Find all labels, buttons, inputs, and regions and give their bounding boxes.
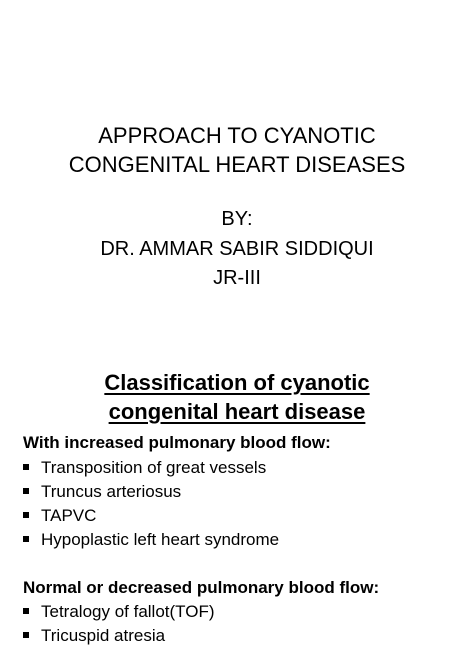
list-item-text: Transposition of great vessels [41,458,267,477]
list-item [23,504,279,528]
list-item-text: Tetralogy of fallot(TOF) [41,602,215,621]
title-line-2: CONGENITAL HEART DISEASES [68,152,406,177]
heading-line-2: congenital heart disease [108,399,366,424]
presentation-title [0,121,474,179]
list-item-text: TAPVC [41,506,97,525]
list-item [23,456,279,480]
list-item-text: Truncus arteriosus [41,482,182,501]
slide-heading [0,368,474,426]
bullet-icon [23,536,29,542]
author-byline [0,205,474,294]
bullet-icon [23,632,29,638]
decreased-flow-list [23,600,215,648]
author-name: DR. AMMAR SABIR SIDDIQUI [100,237,374,260]
list-item-text: Tricuspid atresia [41,626,166,645]
list-item [23,528,279,552]
byline-label: BY: [221,208,253,230]
author-designation: JR-III [213,267,261,289]
list-item [23,624,215,648]
increased-flow-list [23,456,279,552]
list-item [23,480,279,504]
classification-slide [0,350,474,645]
bullet-icon [23,488,29,494]
list-item-text: Hypoplastic left heart syndrome [41,530,280,549]
group-title-decreased-flow: Normal or decreased pulmonary blood flow: [23,578,380,597]
list-item [23,600,215,624]
bullet-icon [23,464,29,470]
bullet-icon [23,608,29,614]
group-title-increased-flow: With increased pulmonary blood flow: [23,433,331,452]
heading-line-1: Classification of cyanotic [104,370,370,395]
bullet-icon [23,512,29,518]
title-line-1: APPROACH TO CYANOTIC [98,123,376,148]
